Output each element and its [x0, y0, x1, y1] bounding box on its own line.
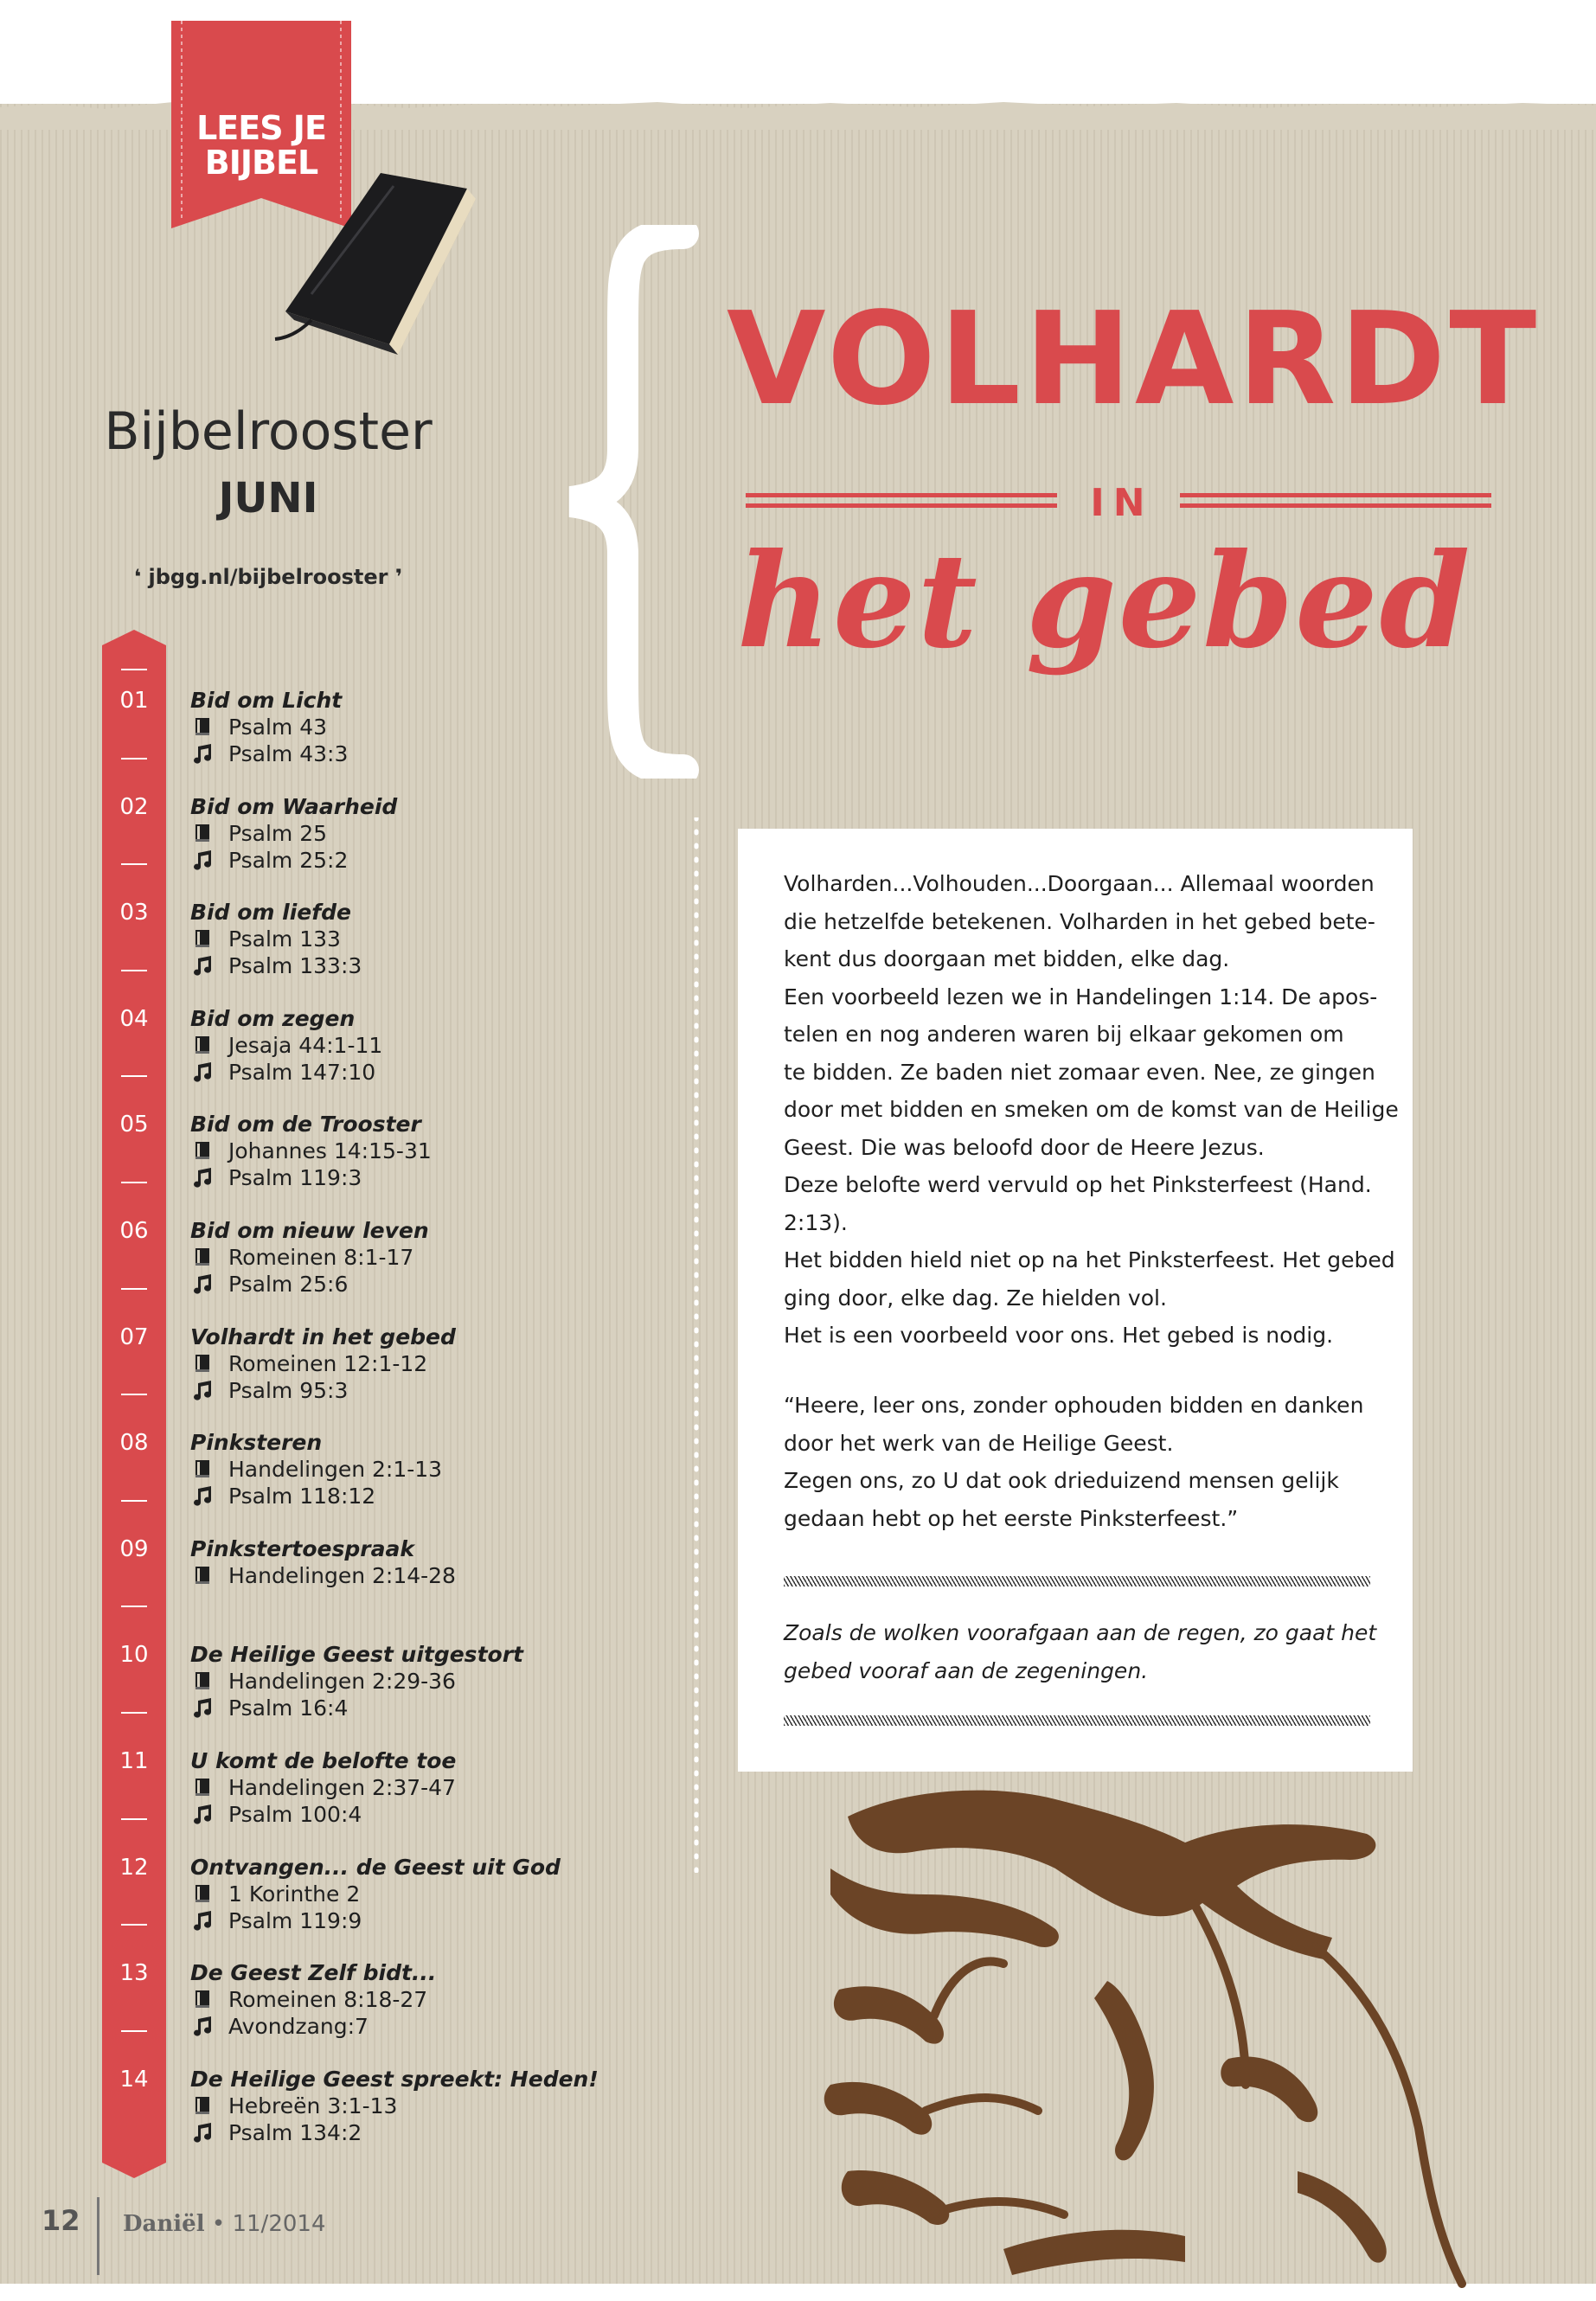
entry-song — [190, 1271, 348, 1298]
entry-song — [190, 1695, 348, 1721]
book-icon — [190, 1670, 216, 1691]
entry-day: 07 — [119, 1324, 149, 1350]
entry-song — [190, 1801, 362, 1828]
book-icon — [190, 1035, 216, 1055]
book-icon — [190, 1458, 216, 1479]
entry-song — [190, 1164, 362, 1191]
entry-day: 10 — [119, 1642, 149, 1668]
entry-reading — [190, 1244, 413, 1271]
headline-volhardt: VOLHARDT — [727, 285, 1541, 433]
text-line: Het is een voorbeeld voor ons. Het gebed is nodig. — [784, 1323, 1334, 1348]
schedule-entry — [102, 2065, 599, 2160]
music-note-icon — [190, 743, 216, 764]
text-line: Zoals de wolken voorafgaan aan de regen, zo gaat het — [784, 1620, 1377, 1645]
curly-brace-decoration — [554, 225, 709, 779]
entry-reading-text: Psalm 25 — [228, 821, 328, 846]
entry-reading-text: Romeinen 12:1-12 — [228, 1351, 428, 1376]
entry-day: 14 — [119, 2067, 149, 2093]
text-line: door het werk van de Heilige Geest. — [784, 1430, 1174, 1456]
entry-day: 13 — [119, 1960, 149, 1986]
music-note-icon — [190, 1273, 216, 1294]
headline-in: IN — [1090, 481, 1154, 525]
book-icon — [190, 1353, 216, 1374]
entry-song — [190, 2119, 362, 2146]
entry-song — [190, 1483, 375, 1509]
footer-credit — [123, 2211, 325, 2237]
entry-reading — [190, 714, 327, 740]
timeline-dash — [121, 1924, 147, 1926]
timeline-dash — [121, 669, 147, 670]
entry-song — [190, 847, 348, 874]
music-note-icon — [190, 1910, 216, 1931]
schedule-url-link[interactable]: jbgg.nl/bijbelrooster — [148, 565, 388, 589]
book-icon — [190, 1777, 216, 1798]
entry-reading — [190, 1668, 456, 1695]
magazine-name: Daniël — [123, 2211, 205, 2237]
schedule-entry — [102, 1428, 552, 1523]
entry-reading — [190, 820, 327, 847]
entry-song-text: Psalm 16:4 — [228, 1695, 349, 1721]
entry-day: 04 — [119, 1006, 149, 1032]
book-icon — [190, 928, 216, 949]
entry-song-text: Psalm 100:4 — [228, 1802, 362, 1827]
entry-reading — [190, 1138, 432, 1164]
entry-day: 08 — [119, 1430, 149, 1456]
article-quote — [784, 1614, 1381, 1689]
entry-title: U komt de belofte toe — [190, 1748, 457, 1773]
book-icon — [190, 2095, 216, 2116]
book-icon — [190, 1989, 216, 2009]
entry-song — [190, 952, 362, 979]
entry-reading — [190, 926, 341, 952]
text-line: Een voorbeeld lezen we in Handelingen 1:14. De apos- — [784, 984, 1378, 1009]
music-note-icon — [190, 955, 216, 976]
entry-song-text: Avondzang:7 — [228, 2014, 369, 2039]
entry-song-text: Psalm 43:3 — [228, 741, 349, 766]
article-body — [784, 865, 1399, 1355]
entry-reading-text: Handelingen 2:37-47 — [228, 1775, 456, 1800]
timeline-dash — [121, 863, 147, 865]
schedule-title: Bijbelrooster — [104, 401, 433, 462]
text-line: Deze belofte werd vervuld op het Pinksterfeest (Hand. — [784, 1172, 1372, 1197]
entry-song-text: Psalm 134:2 — [228, 2120, 362, 2145]
entry-title: Pinkstertoespraak — [190, 1536, 414, 1561]
page-number: 12 — [42, 2204, 80, 2237]
schedule-month: JUNI — [218, 474, 318, 522]
music-note-icon — [190, 1804, 216, 1824]
entry-day: 02 — [119, 794, 149, 820]
entry-song-text: Psalm 118:12 — [228, 1484, 376, 1509]
entry-song-text: Psalm 119:3 — [228, 1165, 362, 1190]
timeline-dash — [121, 970, 147, 971]
entry-reading-text: Johannes 14:15-31 — [228, 1138, 432, 1163]
entry-reading-text: Romeinen 8:1-17 — [228, 1245, 414, 1270]
ornament-left-icon: ❛ — [133, 565, 142, 589]
timeline-dash — [121, 758, 147, 760]
bible-book-image — [260, 147, 493, 363]
entry-reading-text: Handelingen 2:29-36 — [228, 1669, 456, 1694]
schedule-entry — [102, 792, 552, 888]
entry-title: Volhardt in het gebed — [190, 1324, 456, 1349]
schedule-entry — [102, 1747, 552, 1842]
music-note-icon — [190, 2016, 216, 2036]
text-line: kent dus doorgaan met bidden, elke dag. — [784, 946, 1230, 971]
entry-reading-text: Hebreën 3:1-13 — [228, 2093, 398, 2118]
entry-reading-text: Romeinen 8:18-27 — [228, 1987, 428, 2012]
schedule-url[interactable] — [95, 565, 441, 589]
entry-title: Bid om nieuw leven — [190, 1218, 429, 1243]
timeline-dash — [121, 1288, 147, 1290]
dotted-divider — [692, 817, 701, 1873]
entry-song-text: Psalm 147:10 — [228, 1060, 376, 1085]
banner-line-2: BIJBEL — [204, 144, 318, 182]
entry-title: De Heilige Geest spreekt: Heden! — [190, 2067, 599, 2092]
entry-reading-text: Handelingen 2:1-13 — [228, 1457, 443, 1482]
text-line: 2:13). — [784, 1209, 848, 1235]
music-note-icon — [190, 849, 216, 870]
text-line: telen en nog anderen waren bij elkaar gekomen om — [784, 1022, 1344, 1047]
entry-title: Pinksteren — [190, 1430, 323, 1455]
issue-number: 11/2014 — [232, 2211, 326, 2237]
ornament-right-icon: ❜ — [394, 565, 403, 589]
footer-divider — [97, 2197, 99, 2275]
entry-day: 06 — [119, 1218, 149, 1244]
entry-day: 11 — [119, 1748, 149, 1774]
entry-song-text: Psalm 95:3 — [228, 1378, 349, 1403]
book-icon — [190, 716, 216, 737]
entry-title: Bid om zegen — [190, 1006, 356, 1031]
book-icon — [190, 1140, 216, 1161]
entry-day: 01 — [119, 688, 149, 714]
entry-reading-text: Jesaja 44:1-11 — [228, 1033, 383, 1058]
timeline-dash — [121, 2030, 147, 2032]
entry-title: Ontvangen... de Geest uit God — [190, 1855, 561, 1880]
book-icon — [190, 1247, 216, 1267]
schedule-entry — [102, 1216, 552, 1311]
text-line: Geest. Die was beloofd door de Heere Jezus. — [784, 1134, 1265, 1160]
text-line: door met bidden en smeken om de komst van de Heilige — [784, 1097, 1399, 1122]
entry-reading — [190, 1032, 382, 1059]
entry-song — [190, 2013, 369, 2040]
schedule-entry — [102, 686, 552, 781]
schedule-entry — [102, 1640, 552, 1735]
headline-het-gebed: het gebed — [737, 525, 1472, 677]
entry-day: 09 — [119, 1536, 149, 1562]
book-icon — [190, 1883, 216, 1904]
music-note-icon — [190, 1485, 216, 1506]
text-line: gedaan hebt op het eerste Pinksterfeest.” — [784, 1505, 1239, 1531]
timeline-dash — [121, 1500, 147, 1502]
entry-title: Bid om Waarheid — [190, 794, 398, 819]
entry-reading — [190, 1774, 456, 1801]
entry-song — [190, 1059, 375, 1086]
entry-song — [190, 1377, 348, 1404]
article-prayer — [784, 1387, 1381, 1537]
text-line: “Heere, leer ons, zonder ophouden bidden en danken — [784, 1393, 1364, 1418]
entry-title: De Heilige Geest uitgestort — [190, 1642, 523, 1667]
entry-reading — [190, 1986, 427, 2013]
timeline-dash — [121, 1394, 147, 1395]
timeline-dash — [121, 1712, 147, 1714]
music-note-icon — [190, 1061, 216, 1082]
entry-title: De Geest Zelf bidt... — [190, 1960, 437, 1985]
schedule-entry — [102, 1535, 552, 1630]
music-note-icon — [190, 2122, 216, 2143]
book-icon — [190, 1565, 216, 1586]
hatch-divider-top — [784, 1576, 1370, 1586]
timeline-dash — [121, 1075, 147, 1077]
praying-hands-illustration — [779, 1765, 1566, 2301]
music-note-icon — [190, 1167, 216, 1188]
text-line: ging door, elke dag. Ze hielden vol. — [784, 1285, 1167, 1311]
schedule-entry — [102, 1110, 552, 1205]
schedule-entry — [102, 1004, 552, 1099]
banner-line-1: LEES JE — [196, 109, 326, 147]
footer-separator: • — [211, 2211, 226, 2237]
entry-day: 03 — [119, 900, 149, 926]
text-line: die hetzelfde betekenen. Volharden in het gebed bete- — [784, 908, 1375, 934]
entry-reading — [190, 1562, 456, 1589]
entry-title: Bid om Licht — [190, 688, 343, 713]
entry-song — [190, 740, 348, 767]
entry-title: Bid om de Trooster — [190, 1112, 421, 1137]
entry-song-text: Psalm 25:2 — [228, 848, 349, 873]
text-line: te bidden. Ze baden niet zomaar even. Nee, ze gingen — [784, 1059, 1375, 1085]
hatch-divider-bottom — [784, 1715, 1370, 1726]
entry-song-text: Psalm 133:3 — [228, 953, 362, 978]
text-line: Volharden...Volhouden...Doorgaan... Allemaal woorden — [784, 871, 1375, 896]
entry-reading-text: Psalm 133 — [228, 926, 341, 952]
entry-reading-text: Psalm 43 — [228, 715, 328, 740]
schedule-entry — [102, 1323, 552, 1418]
text-line: gebed vooraf aan de zegeningen. — [784, 1657, 1149, 1683]
music-note-icon — [190, 1697, 216, 1718]
entry-title: Bid om liefde — [190, 900, 351, 925]
timeline-dash — [121, 1182, 147, 1183]
entry-reading — [190, 1881, 360, 1907]
music-note-icon — [190, 1380, 216, 1400]
entry-reading — [190, 2093, 397, 2119]
entry-reading-text: 1 Korinthe 2 — [228, 1881, 361, 1907]
entry-day: 12 — [119, 1855, 149, 1881]
entry-reading — [190, 1456, 442, 1483]
entry-reading — [190, 1350, 427, 1377]
schedule-entry — [102, 1853, 561, 1948]
timeline-dash — [121, 1818, 147, 1820]
schedule-entry — [102, 1958, 552, 2054]
text-line: Het bidden hield niet op na het Pinksterfeest. Het gebed — [784, 1247, 1395, 1272]
text-line: Zegen ons, zo U dat ook drieduizend mensen gelijk — [784, 1468, 1339, 1493]
entry-reading-text: Handelingen 2:14-28 — [228, 1563, 456, 1588]
entry-song — [190, 1907, 362, 1934]
timeline-dash — [121, 1606, 147, 1607]
book-icon — [190, 823, 216, 843]
schedule-entry — [102, 898, 552, 993]
entry-song-text: Psalm 25:6 — [228, 1272, 349, 1297]
entry-song-text: Psalm 119:9 — [228, 1908, 362, 1933]
entry-day: 05 — [119, 1112, 149, 1138]
